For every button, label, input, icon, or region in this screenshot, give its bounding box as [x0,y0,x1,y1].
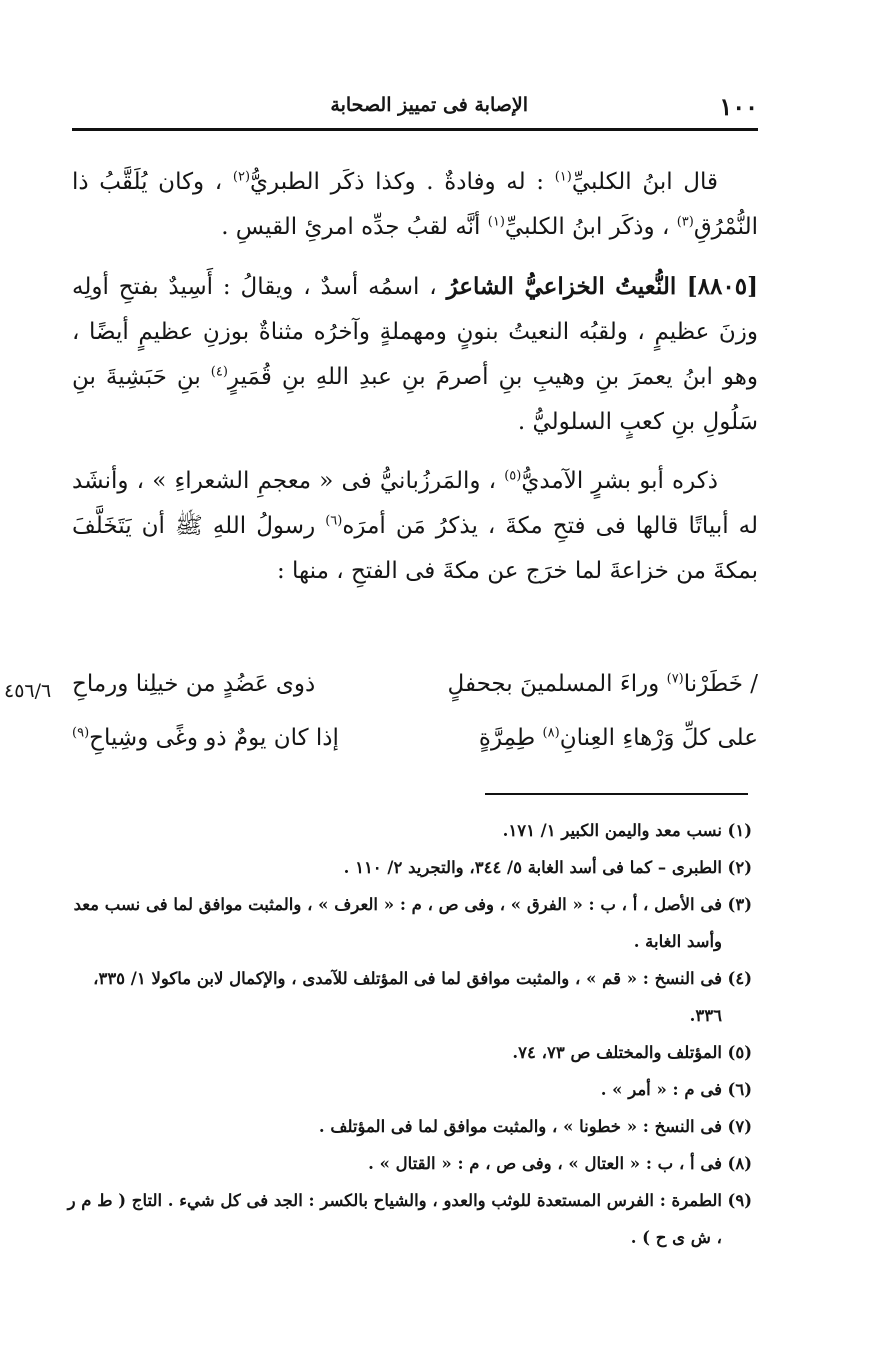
footnote-number: (٢) [727,858,752,877]
footnote-ref: (٥) [504,468,522,484]
text-run: أنَّه لقبُ جدِّه امرئِ القيسِ . [221,214,488,240]
footnote [62,1145,752,1182]
verse-2 [72,719,758,773]
verse-1-second-hemistich: ذوى عَضُدٍ من خيلِنا ورماحِ [72,671,316,697]
footnote-text: الطمرة : الفرس المستعدة للوثب والعدو ، والشياح بالكسر : الجد فى كل شيء . التاج ( ط م ر ، ش ى ح ) . [67,1191,722,1247]
footnote [62,1034,752,1071]
footnote-number: (٩) [727,1191,752,1210]
text-run: على كلِّ وَرْهاءِ العِنانِ [559,725,758,751]
footnote-number: (٦) [727,1080,752,1099]
footnote [62,886,752,960]
text-run: ، والمَرزُبانيُّ فى « معجمِ الشعراءِ » ، وأنشَد له أبياتًا قالها فى فتحِ مكةَ ، يذكرُ مَن أمرَه [72,468,758,539]
footnote-text: الطبرى – كما فى أسد الغابة ٥/ ٣٤٤، والتجريد ٢/ ١١٠ . [343,858,722,877]
footnote [62,1182,752,1256]
text-run: طِمِرَّةٍ [478,725,543,751]
footnote [62,1108,752,1145]
footnote [62,812,752,849]
footnote-text: فى أ ، ب : « العتال » ، وفى ص ، م : « القتال » . [368,1154,722,1173]
paragraph-sources [72,459,758,594]
paragraph-intro [72,160,758,250]
entry-number: [٨٨٠٥] [686,273,758,300]
footnote [62,1071,752,1108]
verse-1-first-hemistich [448,671,758,697]
text-run: ، اسمُه أسدٌ ، ويقالُ : أَسِيدٌ بفتحِ أولِه وزنَ عظيمٍ ، ولقبُه النعيتُ بنونٍ ومهملةٍ وآخرُه مثناةٌ بوزنِ عظيمٍ أيضًا ، وهو ابنُ يعمرَ بنِ وهيبِ بنِ أصرمَ بنِ عبدِ اللهِ بنِ قُمَيرٍ [72,274,759,390]
verse-1 [72,665,758,719]
footnote-text: نسب معد واليمن الكبير ١/ ١٧١. [502,821,722,840]
text-run: رسولُ اللهِ ﷺ أن يَتَخَلَّفَ بمكةَ من خزاعةَ لما خرَج عن مكةَ فى الفتحِ ، منها : [72,513,758,584]
footnote-text: المؤتلف والمختلف ص ٧٣، ٧٤. [512,1043,722,1062]
margin-reference: ٤٥٦/٦ [4,680,52,702]
main-text [72,160,758,608]
footnote-number: (١) [727,821,752,840]
footnote-number: (٤) [727,969,752,988]
footnote-ref: (١) [554,169,572,185]
text-run: ، وكان يُلَقَّبُ ذا النُّمْرُقِ [72,169,758,240]
text-run: بنِ حَبَشِيةَ بنِ سَلُولِ بنِ كعبٍ السلوليُّ . [72,364,758,435]
text-run: ، وذكَر ابنُ الكلبيِّ [504,214,677,240]
text-run: وراءَ المسلمينَ بجحفلٍ [447,671,667,697]
running-title: الإصابة فى تمييز الصحابة [330,94,528,116]
text-run: : له وفادةٌ . وكذا ذكَر الطبريُّ [250,169,555,195]
text-run: إذا كان يومٌ ذو وغًى وشِياحِ [89,725,339,751]
footnote-ref: (١) [487,214,505,230]
entry-name: النُّعيتُ الخزاعيُّ الشاعرُ [446,273,687,300]
footnote [62,960,752,1034]
poem [72,665,758,773]
footnote-number: (٥) [727,1043,752,1062]
footnote-text: فى م : « أمر » . [600,1080,722,1099]
footnote-number: (٧) [727,1117,752,1136]
text-run: ذكره أبو بشرٍ الآمديُّ [521,468,718,494]
header-rule [72,128,758,131]
footnote-ref: (٩) [72,725,90,741]
footnote-ref: (٧) [666,671,684,687]
footnotes [62,812,752,1256]
text-run: / خَطَرْنا [683,671,758,697]
footnote-text: فى النسخ : « خطونا » ، والمثبت موافق لما فى المؤتلف . [318,1117,722,1136]
footnote-ref: (٦) [325,513,343,529]
footnote [62,849,752,886]
footnote-ref: (٢) [232,169,251,185]
page-number: ١٠٠ [719,92,758,121]
footnote-number: (٣) [727,895,752,914]
footnote-text: فى النسخ : « قم » ، والمثبت موافق لما فى المؤتلف للآمدى ، والإكمال لابن ماكولا ١/ ٣٣٥، ٣٣٦. [93,969,722,1025]
footnote-rule [485,793,748,795]
running-header [72,92,758,126]
entry-paragraph [72,264,758,445]
verse-2-second-hemistich [72,725,339,751]
footnote-number: (٨) [727,1154,752,1173]
footnote-ref: (٣) [676,214,694,230]
footnote-ref: (٤) [210,364,228,380]
footnote-text: فى الأصل ، أ ، ب : « الفرق » ، وفى ص ، م : « العرف » ، والمثبت موافق لما فى نسب معد وأسد الغابة . [73,895,722,951]
text-run: قال ابنُ الكلبيِّ [571,169,718,195]
footnote-ref: (٨) [542,725,560,741]
verse-2-first-hemistich [479,725,758,751]
